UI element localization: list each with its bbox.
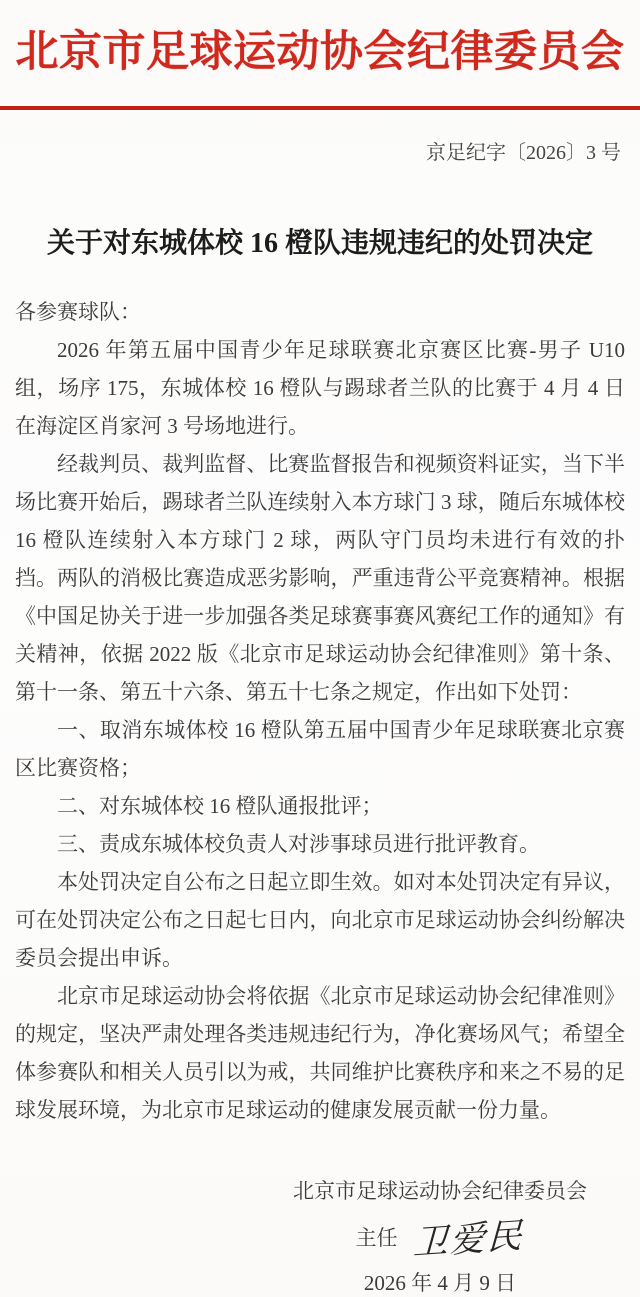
signature-org: 北京市足球运动协会纪律委员会: [293, 1178, 587, 1203]
document-title: 关于对东城体校 16 橙队违规违纪的处罚决定: [46, 227, 593, 259]
paragraph-penalty-3: 三、责成东城体校负责人对涉事球员进行批评教育。: [57, 831, 540, 856]
signature-handwritten-name: 卫爱民: [412, 1215, 525, 1263]
paragraph-findings: 经裁判员、裁判监督、比赛监督报告和视频资料证实，当下半场比赛开始后，踢球者兰队连续射入本方球门 3 球，随后东城体校 16 橙队连续射入本方球门 2 球，两队守门员均未进行有效的扑挡。两队的消极比赛造成恶劣影响，严重违背公平竞赛精神。根据《中国足协关于进一步加强各类足球赛事赛风赛纪工作的通知》有关精神，依据 2022 版《北京市足球运动协会纪律准则》第十条、第十一条、第五十六条、第五十七条之规定，作出如下处罚：: [15, 451, 625, 704]
paragraph-match-info: 2026 年第五届中国青少年足球联赛北京赛区比赛-男子 U10 组，场序 175，东城体校 16 橙队与踢球者兰队的比赛于 4 月 4 日在海淀区肖家河 3 号场地进行。: [15, 337, 625, 438]
red-divider: [0, 106, 640, 110]
paragraph-penalty-1: 一、取消东城体校 16 橙队第五届中国青少年足球联赛北京赛区比赛资格；: [15, 717, 625, 780]
letterhead-org-title: 北京市足球运动协会纪律委员会: [15, 29, 625, 76]
signature-role: 主任: [355, 1225, 398, 1250]
doc-number: 京足纪字〔2026〕3 号: [426, 141, 621, 164]
signature-block: [273, 1175, 607, 1297]
signature-line: [273, 1213, 607, 1261]
document-body: [15, 293, 625, 1129]
paragraph-appeal: 本处罚决定自公布之日起立即生效。如对本处罚决定有异议，可在处罚决定公布之日起七日内，向北京市足球运动协会纠纷解决委员会提出申诉。: [15, 869, 625, 970]
salutation: 各参赛球队：: [15, 299, 141, 324]
paragraph-penalty-2: 二、对东城体校 16 橙队通报批评；: [57, 793, 383, 818]
signature-date: 2026 年 4 月 9 日: [363, 1270, 517, 1295]
paragraph-closing: 北京市足球运动协会将依据《北京市足球运动协会纪律准则》的规定，坚决严肃处理各类违规违纪行为，净化赛场风气；希望全体参赛队和相关人员引以为戒，共同维护比赛秩序和来之不易的足球发展环境，为北京市足球运动的健康发展贡献一份力量。: [15, 983, 625, 1122]
